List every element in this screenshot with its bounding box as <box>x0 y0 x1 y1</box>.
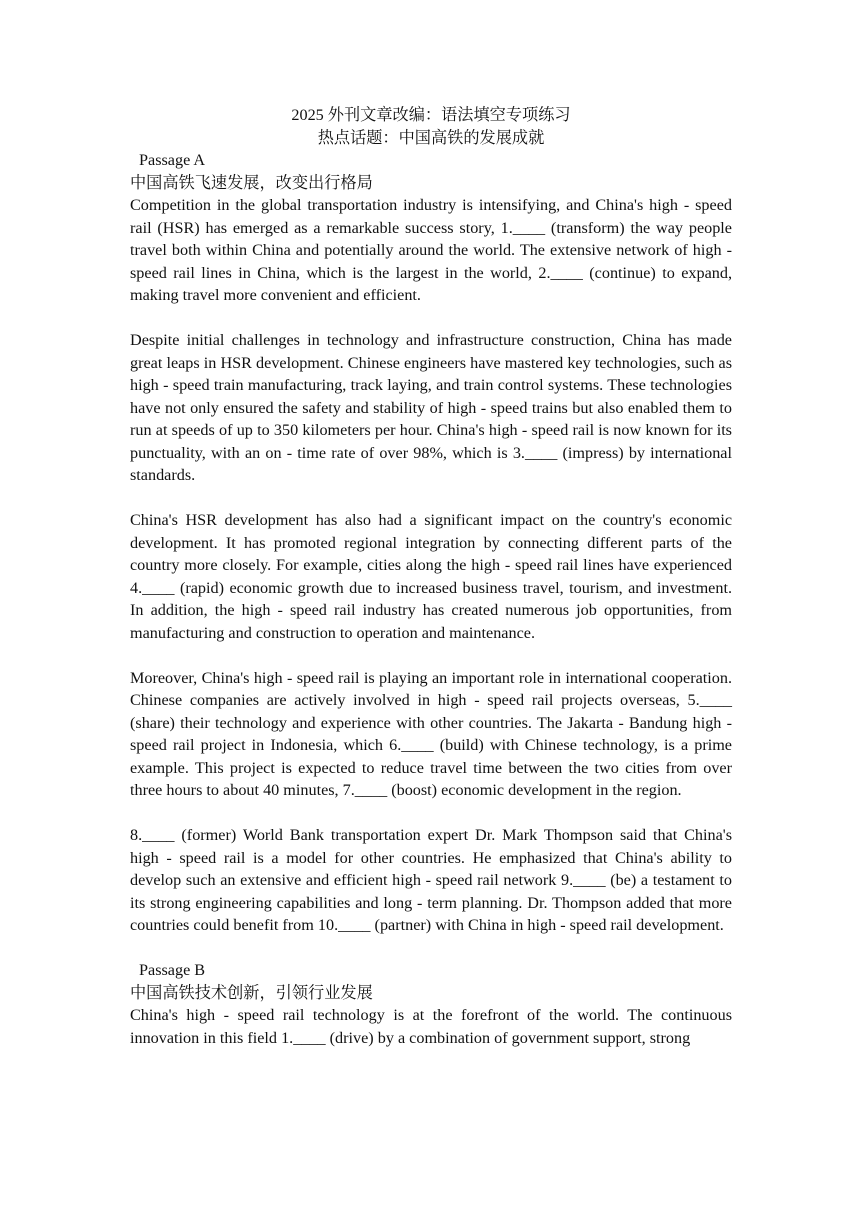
document-subtitle: 热点话题：中国高铁的发展成就 <box>317 128 545 147</box>
passage-a-label: Passage A <box>139 151 206 169</box>
document-page <box>130 104 732 1049</box>
passage-a-paragraph-2: Despite initial challenges in technology and infrastructure construction, China has made great leaps in HSR development. Chinese engineers have mastered key technologies, such as high - speed train manufacturing, track laying, and train control systems. These technologies have not only ensured the safety and stability of high - speed trains but also enabled them to run at speeds of up to 350 kilometers per hour. China's high - speed rail is now known for its punctuality, with an on - time rate of over 98%, which is 3.____ (impress) by international standards. <box>130 331 732 484</box>
passage-a-paragraph-4: Moreover, China's high - speed rail is playing an important role in international cooperation. Chinese companies are actively involved in high - speed rail projects overseas, 5.____ (share) their technology and experience with other countries. The Jakarta - Bandung high - speed rail project in Indonesia, which 6.____ (build) with Chinese technology, is a prime example. This project is expected to reduce travel time between the two cities from over three hours to about 40 minutes, 7.____ (boost) economic development in the region. <box>130 668 732 799</box>
passage-a-paragraph-1: Competition in the global transportation industry is intensifying, and China's high - speed rail (HSR) has emerged as a remarkable success story, 1.____ (transform) the way people travel both within China and potentially around the world. The extensive network of high - speed rail lines in China, which is the largest in the world, 2.____ (continue) to expand, making travel more convenient and efficient. <box>130 196 732 304</box>
passage-b-paragraph-1: China's high - speed rail technology is at the forefront of the world. The continuous innovation in this field 1.____ (drive) by a combination of government support, strong <box>130 1006 732 1047</box>
passage-a-heading: 中国高铁飞速发展，改变出行格局 <box>130 173 373 192</box>
passage-b-label: Passage B <box>139 961 206 979</box>
document-title: 2025 外刊文章改编：语法填空专项练习 <box>291 106 571 124</box>
passage-a-paragraph-5: 8.____ (former) World Bank transportation expert Dr. Mark Thompson said that China's high - speed rail is a model for other countries. He emphasized that China's ability to develop such an extensive and efficient high - speed rail network 9.____ (be) a testament to its strong engineering capabilities and long - term planning. Dr. Thompson added that more countries could benefit from 10.____ (partner) with China in high - speed rail development. <box>130 826 732 934</box>
passage-b-heading: 中国高铁技术创新，引领行业发展 <box>130 983 373 1002</box>
passage-a-paragraph-3: China's HSR development has also had a significant impact on the country's economic development. It has promoted regional integration by connecting different parts of the country more closely. For example, cities along the high - speed rail lines have experienced 4.____ (rapid) economic growth due to increased business travel, tourism, and investment. In addition, the high - speed rail industry has created numerous job opportunities, from manufacturing and construction to operation and maintenance. <box>130 511 732 642</box>
